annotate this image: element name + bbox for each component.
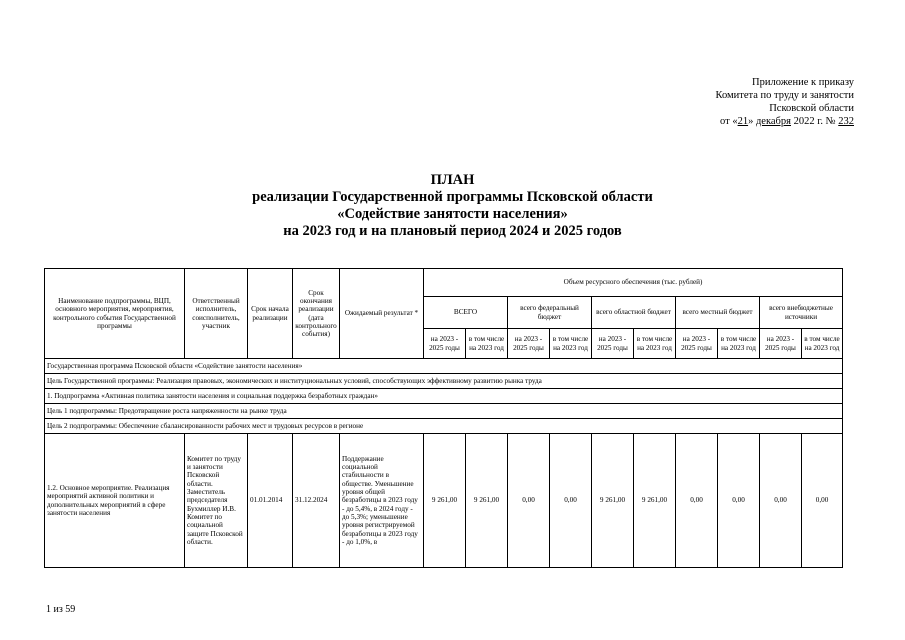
- page-counter: 1 из 59: [46, 604, 76, 615]
- item-name: 1.2. Основное мероприятие. Реализация мероприятий активной политики и дополнительных мероприятий в сфере занятости населения: [45, 434, 185, 568]
- item-value: 0,00: [802, 434, 843, 568]
- item-value: 9 261,00: [592, 434, 634, 568]
- item-value: 9 261,00: [466, 434, 508, 568]
- item-value: 0,00: [676, 434, 718, 568]
- annex-line-4: [715, 115, 854, 128]
- document-title: [0, 172, 905, 240]
- title-line-3: «Содействие занятости населения»: [337, 206, 568, 222]
- header-period: на 2023 - 2025 годы: [676, 329, 718, 359]
- item-value: 9 261,00: [634, 434, 676, 568]
- header-incl: в том числе на 2023 год: [634, 329, 676, 359]
- table-row-goal: Цель Государственной программы: Реализация правовых, экономических и институциональных условий, способствующих эффективному развитию рынка труда: [45, 374, 843, 389]
- table-row-program: Государственная программа Псковской области «Содействие занятости населения»: [45, 359, 843, 374]
- header-incl: в том числе на 2023 год: [466, 329, 508, 359]
- annex-date-sep: »: [748, 116, 756, 127]
- header-regional: всего областной бюджет: [592, 297, 676, 329]
- annex-block: [715, 76, 854, 128]
- item-end: 31.12.2024: [293, 434, 340, 568]
- header-result: Ожидаемый результат *: [340, 269, 424, 359]
- header-local: всего местный бюджет: [676, 297, 760, 329]
- header-name: Наименование подпрограммы, ВЦП, основного мероприятия, мероприятия, контрольного события Государственной программы: [45, 269, 185, 359]
- annex-day: 21: [737, 116, 749, 127]
- item-value: 0,00: [760, 434, 802, 568]
- item-value: 0,00: [550, 434, 592, 568]
- header-extra: всего внебюджетные источники: [760, 297, 843, 329]
- header-period: на 2023 - 2025 годы: [592, 329, 634, 359]
- title-line-1: ПЛАН: [430, 172, 475, 188]
- annex-line-1: Приложение к приказу: [752, 77, 854, 88]
- header-period: на 2023 - 2025 годы: [760, 329, 802, 359]
- table-row-goal-1: Цель 1 подпрограммы: Предотвращение роста напряженности на рынке труда: [45, 404, 843, 419]
- annex-number: 232: [838, 116, 854, 127]
- annex-month: декабря: [755, 116, 791, 127]
- item-result: Поддержание социальной стабильности в обществе. Уменьшение уровня общей безработицы в 2023 году - до 5,4%, в 2024 году - до 5,3%; уменьшение уровня регистрируемой безработицы в 2023 году - до 1,0%, в: [340, 434, 424, 568]
- header-incl: в том числе на 2023 год: [550, 329, 592, 359]
- item-value: 9 261,00: [424, 434, 466, 568]
- header-start: Срок начала реализации: [248, 269, 293, 359]
- header-period: на 2023 - 2025 годы: [508, 329, 550, 359]
- table-row-item: [45, 434, 843, 568]
- header-incl: в том числе на 2023 год: [718, 329, 760, 359]
- annex-line-2: Комитета по труду и занятости: [715, 90, 854, 101]
- header-federal: всего федеральный бюджет: [508, 297, 592, 329]
- annex-year-text: 2022 г. №: [790, 116, 839, 127]
- header-period: на 2023 - 2025 годы: [424, 329, 466, 359]
- item-value: 0,00: [508, 434, 550, 568]
- header-incl: в том числе на 2023 год: [802, 329, 843, 359]
- table-row-subprogram: 1. Подпрограмма «Активная политика занятости населения и социальная поддержка безработных граждан»: [45, 389, 843, 404]
- header-total: ВСЕГО: [424, 297, 508, 329]
- item-value: 0,00: [718, 434, 760, 568]
- annex-line-3: Псковской области: [769, 103, 854, 114]
- header-executor: Ответственный исполнитель, соисполнитель, участник: [185, 269, 248, 359]
- header-end: Срок окончания реализации (дата контрольного события): [293, 269, 340, 359]
- item-executor: Комитет по труду и занятости Псковской области. Заместитель председателя Бухмиллер И.В. Комитет по социальной защите Псковской области.: [185, 434, 248, 568]
- title-line-4: на 2023 год и на плановый период 2024 и 2025 годов: [283, 223, 622, 239]
- plan-table: [44, 268, 843, 568]
- header-resources: Объем ресурсного обеспечения (тыс. рублей): [424, 269, 843, 297]
- item-start: 01.01.2014: [248, 434, 293, 568]
- title-line-2: реализации Государственной программы Псковской области: [252, 189, 653, 205]
- table-row-goal-2: Цель 2 подпрограммы: Обеспечение сбалансированности рабочих мест и трудовых ресурсов в регионе: [45, 419, 843, 434]
- annex-date-prefix: от «: [720, 116, 738, 127]
